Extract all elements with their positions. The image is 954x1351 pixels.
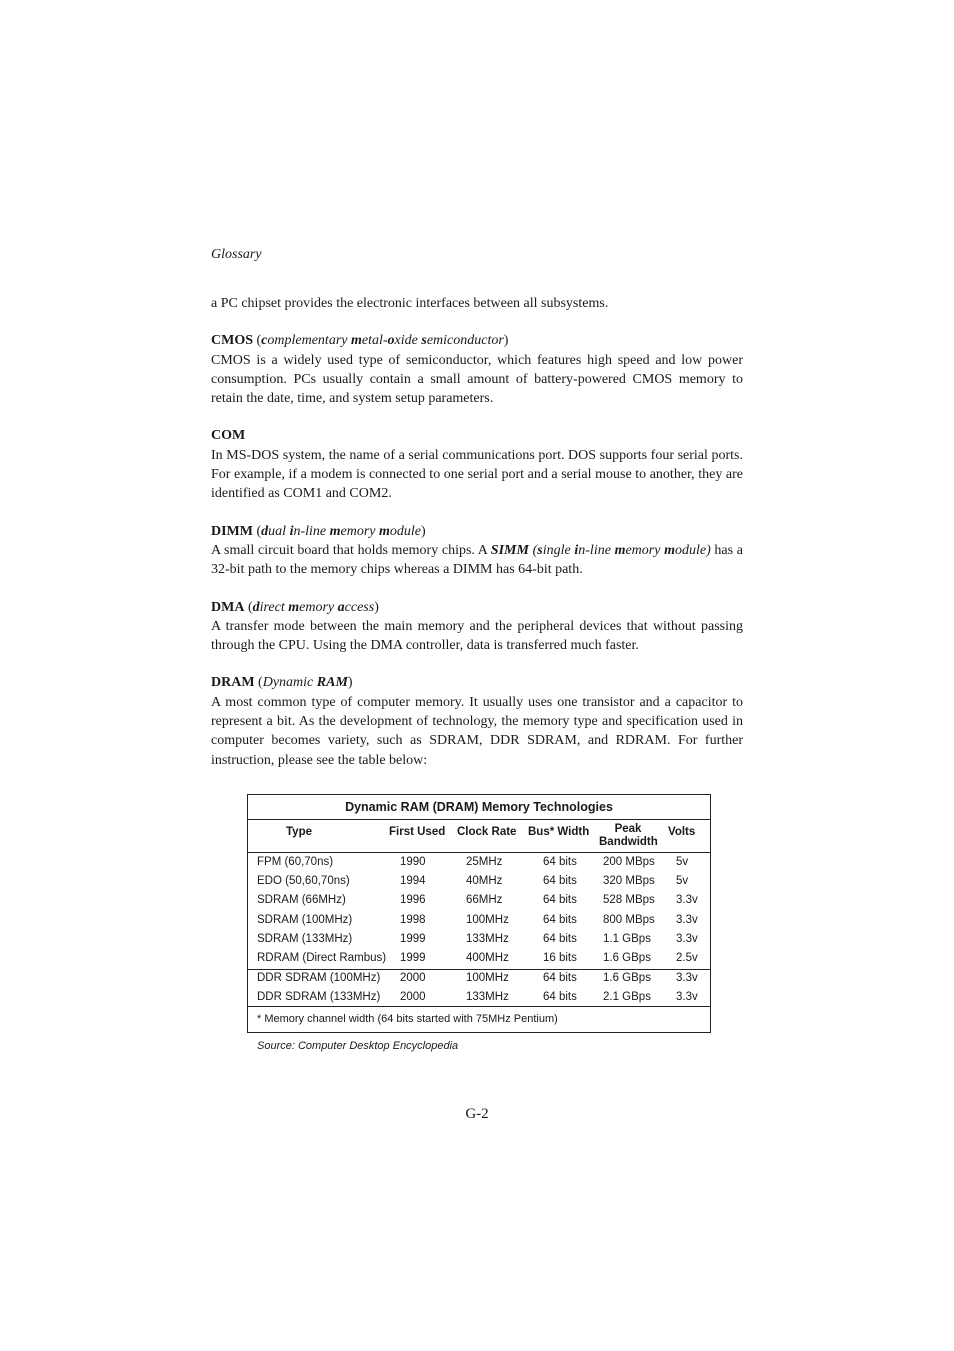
- cell-peak-bandwidth: 1.1 GBps: [603, 932, 651, 945]
- paren-close: ): [374, 599, 379, 615]
- cell-volts: 3.3v: [676, 932, 698, 945]
- table-body: [248, 853, 710, 1009]
- cell-volts: 3.3v: [676, 991, 698, 1004]
- cell-peak-bandwidth: 1.6 GBps: [603, 951, 651, 964]
- cell-volts: 3.3v: [676, 913, 698, 926]
- term-line: [211, 673, 743, 692]
- table-row: [248, 950, 710, 969]
- term: DIMM: [211, 523, 253, 539]
- table-row: [248, 892, 710, 911]
- definition: In MS-DOS system, the name of a serial communications port. DOS supports four serial ports. For example, if a modem is connected to one serial port and a serial mouse to another, they are identified as COM1 and COM2.: [211, 447, 743, 502]
- cell-clock-rate: 133MHz: [466, 932, 509, 945]
- table-title: Dynamic RAM (DRAM) Memory Technologies: [248, 795, 710, 820]
- term-expansion: direct memory access: [252, 599, 375, 615]
- cell-peak-bandwidth: 800 MBps: [603, 913, 655, 926]
- paren-open: (: [253, 333, 262, 349]
- cell-first-used: 1996: [400, 894, 426, 907]
- term: CMOS: [211, 333, 253, 349]
- cell-volts: 3.3v: [676, 894, 698, 907]
- term-expansion: complementary metal-oxide semiconductor: [261, 333, 504, 349]
- cell-first-used: 2000: [400, 991, 426, 1004]
- running-header: Glossary: [211, 247, 262, 262]
- term: COM: [211, 428, 246, 444]
- table-row: [248, 931, 710, 950]
- col-header-bus-width: Bus* Width: [528, 826, 590, 838]
- paren-open: (: [244, 599, 253, 615]
- cell-clock-rate: 400MHz: [466, 951, 509, 964]
- paren-open: (: [253, 523, 262, 539]
- cell-peak-bandwidth: 2.1 GBps: [603, 991, 651, 1004]
- cell-first-used: 1999: [400, 951, 426, 964]
- term-expansion: dual in-line memory module: [261, 523, 421, 539]
- term: DRAM: [211, 675, 255, 691]
- cell-type: SDRAM (133MHz): [257, 932, 353, 945]
- entry-cmos: [211, 331, 743, 408]
- cell-clock-rate: 25MHz: [466, 856, 503, 868]
- cell-first-used: 1994: [400, 875, 426, 888]
- table-row: [248, 969, 710, 989]
- cell-peak-bandwidth: 320 MBps: [603, 875, 655, 888]
- cell-volts: 3.3v: [676, 972, 698, 985]
- table-row: [248, 854, 710, 873]
- entry-dimm: [211, 522, 743, 580]
- cell-type: DDR SDRAM (100MHz): [257, 972, 381, 985]
- cell-type: EDO (50,60,70ns): [257, 875, 350, 888]
- table-row: [248, 873, 710, 892]
- cell-volts: 5v: [676, 875, 689, 888]
- definition: A most common type of computer memory. It usually uses one transistor and a capacitor to represent a bit. As the development of technology, the memory type and specification used in computer becomes variety, such as SDRAM, DDR SDRAM, and RDRAM. For further instruction, please see the table below:: [211, 694, 743, 768]
- paren-close: ): [503, 333, 509, 349]
- cell-volts: 2.5v: [676, 951, 698, 964]
- col-header-peak-bandwidth: Peak Bandwidth: [599, 823, 658, 848]
- entry-dram: [211, 673, 743, 769]
- cell-first-used: 1999: [400, 932, 426, 945]
- cell-volts: 5v: [676, 856, 689, 868]
- cell-bus-width: 64 bits: [543, 972, 577, 985]
- cell-type: FPM (60,70ns): [257, 856, 334, 868]
- source-credit: Source: Computer Desktop Encyclopedia: [257, 1040, 459, 1052]
- paren-close: ): [347, 675, 353, 691]
- cell-clock-rate: 100MHz: [466, 972, 509, 985]
- term-line: [211, 522, 743, 541]
- term-expansion: Dynamic RAM: [262, 675, 348, 691]
- cell-type: DDR SDRAM (133MHz): [257, 991, 381, 1004]
- cell-bus-width: 64 bits: [543, 932, 577, 945]
- col-header-clock-rate: Clock Rate: [457, 826, 517, 838]
- cell-first-used: 2000: [400, 972, 426, 985]
- definition: A transfer mode between the main memory and the peripheral devices that without passing through the CPU. Using the DMA controller, data is transferred much faster.: [211, 618, 743, 654]
- table-header-row: [248, 820, 710, 853]
- term: DMA: [211, 599, 245, 615]
- cell-bus-width: 64 bits: [543, 875, 577, 888]
- cell-bus-width: 64 bits: [543, 894, 577, 907]
- glossary-column: [211, 294, 743, 770]
- table-row: [248, 912, 710, 931]
- cell-clock-rate: 40MHz: [466, 875, 503, 888]
- cell-peak-bandwidth: 528 MBps: [603, 894, 655, 907]
- cell-clock-rate: 66MHz: [466, 894, 503, 907]
- cell-peak-bandwidth: 200 MBps: [603, 856, 655, 868]
- cell-bus-width: 16 bits: [543, 951, 577, 964]
- definition: A small circuit board that holds memory chips. A SIMM (single in-line memory module) has a 32-bit path to the memory chips whereas a DIMM has 64-bit path.: [211, 542, 743, 578]
- term-line: [211, 598, 743, 617]
- col-header-type: Type: [286, 826, 312, 838]
- cell-clock-rate: 100MHz: [466, 913, 509, 926]
- cell-type: SDRAM (66MHz): [257, 894, 346, 907]
- cell-clock-rate: 133MHz: [466, 991, 509, 1004]
- entry-com: [211, 426, 743, 503]
- page-number: G-2: [465, 1106, 489, 1122]
- cell-bus-width: 64 bits: [543, 913, 577, 926]
- cell-type: RDRAM (Direct Rambus): [257, 951, 387, 964]
- col-header-first-used: First Used: [389, 826, 446, 838]
- table-footnote: * Memory channel width (64 bits started with 75MHz Pentium): [248, 1006, 710, 1032]
- cell-first-used: 1990: [400, 856, 426, 868]
- definition: CMOS is a widely used type of semiconductor, which features high speed and low power consumption. PCs usually contain a small amount of battery-powered CMOS memory to retain the date, time, and system setup parameters.: [211, 352, 743, 407]
- cell-type: SDRAM (100MHz): [257, 913, 353, 926]
- simm-expansion: single in-line memory module: [537, 542, 707, 558]
- intro-paragraph: a PC chipset provides the electronic interfaces between all subsystems.: [211, 296, 609, 311]
- cell-first-used: 1998: [400, 913, 426, 926]
- paren-close: ): [421, 523, 426, 539]
- cell-peak-bandwidth: 1.6 GBps: [603, 972, 651, 985]
- entry-dma: [211, 598, 743, 656]
- cell-bus-width: 64 bits: [543, 991, 577, 1004]
- cell-bus-width: 64 bits: [543, 856, 577, 868]
- col-header-volts: Volts: [668, 826, 696, 838]
- paren-open: (: [254, 675, 263, 691]
- term-line: [211, 331, 743, 350]
- simm-term: SIMM: [490, 542, 529, 558]
- dram-technologies-table: [247, 794, 711, 1033]
